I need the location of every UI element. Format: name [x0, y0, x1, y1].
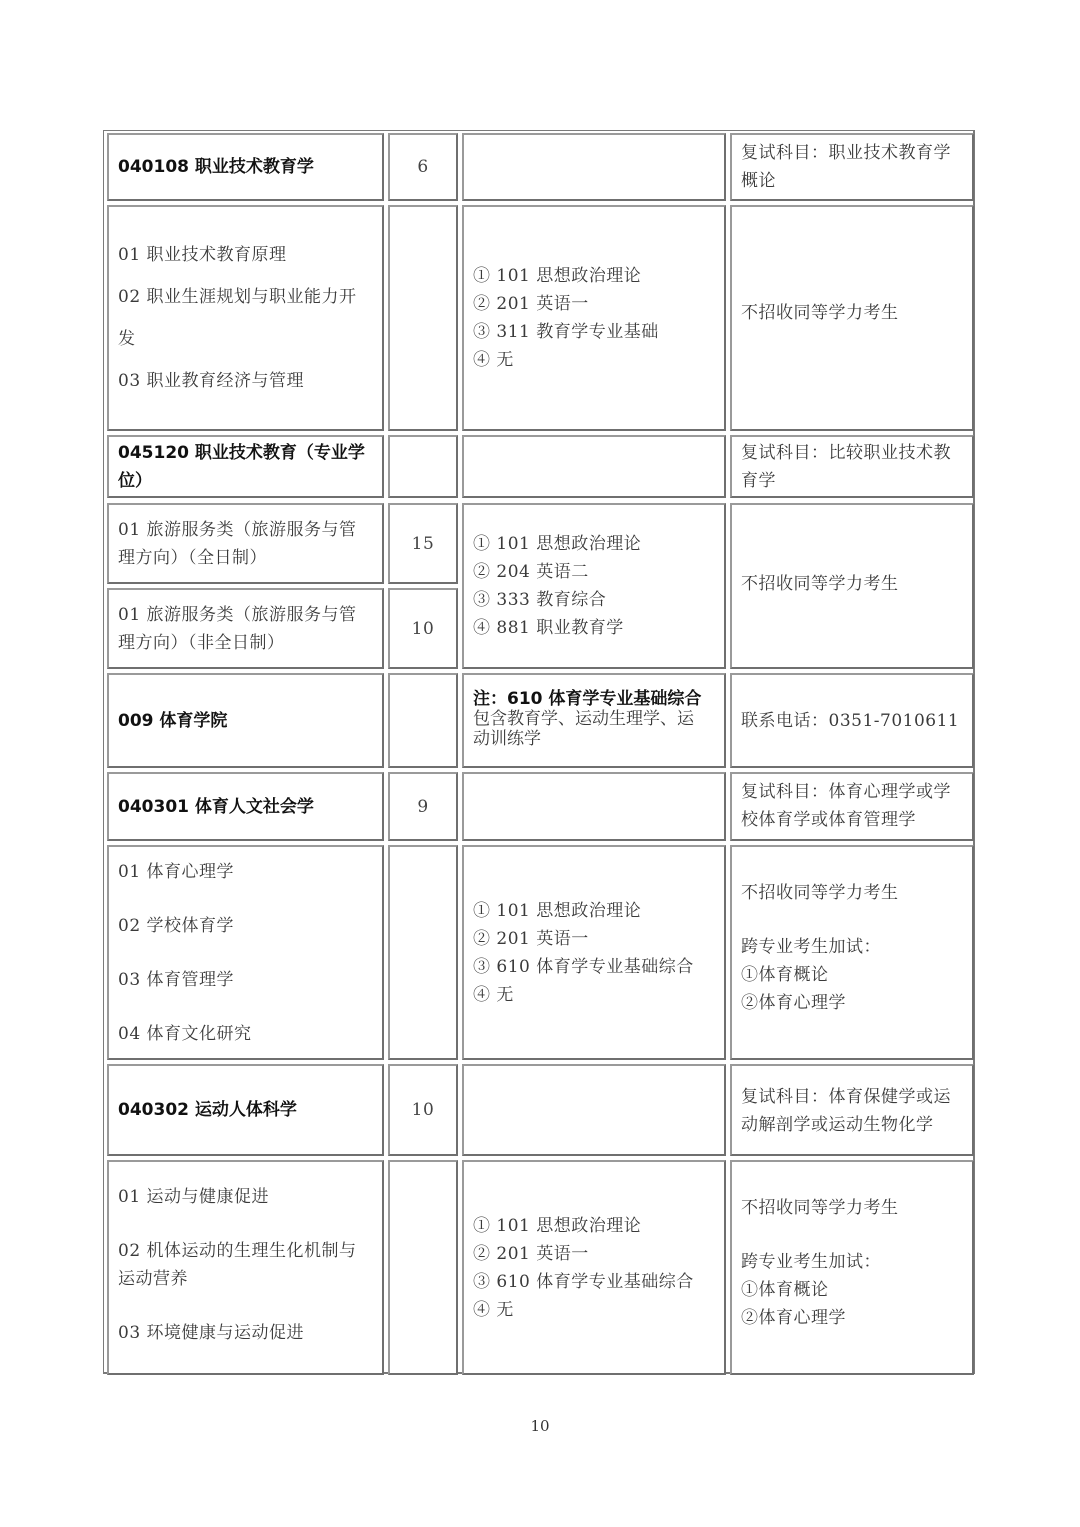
remark-line: 动解剖学或运动生物化学	[741, 1115, 934, 1135]
major-title: 045120 职业技术教育（专业学	[118, 442, 365, 463]
quota-cell	[388, 588, 458, 669]
quota-cell	[388, 772, 458, 841]
exam-cell	[462, 503, 726, 669]
exam-subject: ④ 无	[473, 350, 514, 370]
exam-subject: ② 201 英语一	[473, 294, 589, 314]
quota-cell	[388, 205, 458, 431]
remark-line: 不招收同等学力考生	[741, 882, 899, 903]
quota-cell	[388, 673, 458, 768]
exam-subject: ② 201 英语一	[473, 1243, 589, 1264]
page-number: 10	[530, 1417, 550, 1435]
exam-cell	[462, 845, 726, 1060]
direction-item: 03 职业教育经济与管理	[118, 371, 305, 391]
extra-exam-title: 跨专业考生加试：	[741, 936, 881, 957]
exam-subject: ① 101 思想政治理论	[473, 534, 642, 554]
remark-line: 不招收同等学力考生	[741, 303, 899, 323]
exam-subject: ① 101 思想政治理论	[473, 1215, 642, 1236]
direction-item: 01 旅游服务类（旅游服务与管	[118, 519, 357, 540]
remark-cell	[730, 772, 974, 841]
remark-cell	[730, 133, 974, 201]
exam-cell	[462, 772, 726, 841]
quota-value: 9	[417, 796, 429, 817]
major-cell	[107, 1064, 384, 1156]
direction-item: 02 机体运动的生理生化机制与	[118, 1240, 357, 1261]
quota-cell	[388, 1064, 458, 1156]
exam-cell	[462, 205, 726, 431]
exam-note-body: 动训练学	[473, 729, 541, 749]
major-title-continued: 位）	[118, 470, 152, 491]
quota-cell	[388, 435, 458, 498]
direction-item-continued: 运动营养	[118, 1268, 188, 1289]
major-title: 040302 运动人体科学	[118, 1100, 297, 1120]
quota-value: 6	[417, 157, 429, 177]
remark-cell	[730, 503, 974, 669]
exam-cell	[462, 435, 726, 498]
exam-cell	[462, 1064, 726, 1156]
exam-note-cell	[462, 673, 726, 768]
directions-cell	[107, 205, 384, 431]
remark-line: 校体育学或体育管理学	[741, 810, 916, 830]
exam-subject: ④ 无	[473, 984, 514, 1005]
directions-cell	[107, 845, 384, 1060]
remark-cell	[730, 673, 974, 768]
remark-line: 复试科目：职业技术教育学	[741, 143, 951, 163]
exam-subject: ③ 610 体育学专业基础综合	[473, 1271, 694, 1292]
exam-subject: ② 204 英语二	[473, 562, 589, 582]
direction-item-continued: 理方向）（全日制）	[118, 547, 267, 568]
extra-exam-subject: ②体育心理学	[741, 992, 846, 1013]
direction-item: 01 职业技术教育原理	[118, 245, 287, 265]
exam-note-body: 包含教育学、运动生理学、运	[473, 709, 694, 729]
major-title: 040301 体育人文社会学	[118, 796, 314, 817]
remark-line: 不招收同等学力考生	[741, 1197, 899, 1218]
direction-item: 02 学校体育学	[118, 915, 235, 936]
remark-line: 复试科目：体育心理学或学	[741, 782, 951, 802]
direction-cell-parttime	[107, 588, 384, 669]
remark-cell	[730, 1160, 974, 1375]
direction-item: 03 体育管理学	[118, 969, 235, 990]
remark-line: 育学	[741, 470, 776, 491]
extra-exam-subject: ①体育概论	[741, 1279, 829, 1300]
direction-item: 03 环境健康与运动促进	[118, 1322, 305, 1343]
direction-item: 01 运动与健康促进	[118, 1186, 270, 1207]
quota-cell	[388, 133, 458, 201]
direction-item: 01 体育心理学	[118, 861, 235, 882]
direction-item-continued: 理方向）（非全日制）	[118, 632, 285, 653]
exam-subject: ③ 610 体育学专业基础综合	[473, 956, 694, 977]
direction-cell-fulltime	[107, 503, 384, 584]
exam-subject: ③ 333 教育综合	[473, 590, 607, 610]
directions-cell	[107, 1160, 384, 1375]
major-title: 040108 职业技术教育学	[118, 157, 314, 177]
exam-subject: ② 201 英语一	[473, 928, 589, 949]
quota-cell	[388, 1160, 458, 1375]
exam-subject: ④ 881 职业教育学	[473, 618, 624, 638]
exam-subject: ③ 311 教育学专业基础	[473, 322, 659, 342]
remark-line: 不招收同等学力考生	[741, 574, 899, 594]
remark-line: 概论	[741, 171, 776, 191]
extra-exam-subject: ②体育心理学	[741, 1307, 846, 1328]
quota-cell	[388, 503, 458, 584]
exam-note-title: 注：610 体育学专业基础综合	[473, 689, 702, 709]
exam-cell	[462, 1160, 726, 1375]
exam-subject: ① 101 思想政治理论	[473, 266, 642, 286]
remark-cell	[730, 435, 974, 498]
extra-exam-title: 跨专业考生加试：	[741, 1251, 881, 1272]
direction-item-continued: 发	[118, 329, 136, 349]
department-cell	[107, 673, 384, 768]
major-cell	[107, 133, 384, 201]
quota-value: 10	[411, 618, 435, 639]
exam-subject: ④ 无	[473, 1299, 514, 1320]
remark-line: 复试科目：比较职业技术教	[741, 442, 951, 463]
quota-value: 10	[411, 1100, 435, 1120]
direction-item: 04 体育文化研究	[118, 1023, 252, 1044]
major-cell	[107, 435, 384, 498]
remark-cell	[730, 205, 974, 431]
exam-subject: ① 101 思想政治理论	[473, 900, 642, 921]
quota-cell	[388, 845, 458, 1060]
contact-phone: 联系电话：0351-7010611	[741, 710, 960, 731]
remark-cell	[730, 1064, 974, 1156]
extra-exam-subject: ①体育概论	[741, 964, 829, 985]
remark-line: 复试科目：体育保健学或运	[741, 1087, 951, 1107]
exam-cell	[462, 133, 726, 201]
direction-item: 02 职业生涯规划与职业能力开	[118, 287, 357, 307]
major-cell	[107, 772, 384, 841]
department-title: 009 体育学院	[118, 710, 228, 731]
direction-item: 01 旅游服务类（旅游服务与管	[118, 604, 357, 625]
quota-value: 15	[411, 533, 435, 554]
remark-cell	[730, 845, 974, 1060]
